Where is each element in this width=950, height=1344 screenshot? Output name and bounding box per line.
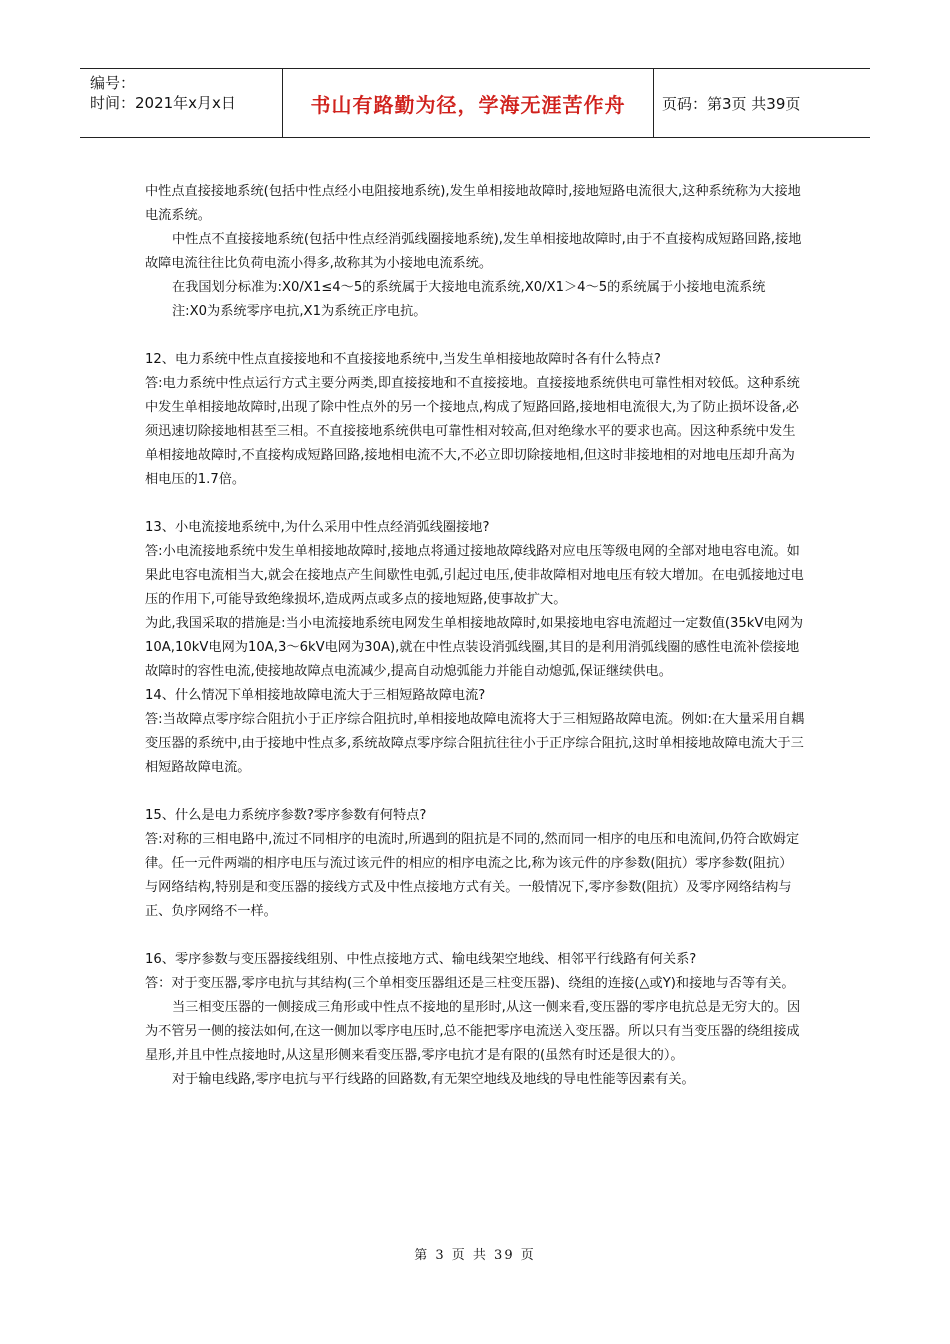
document-body	[145, 180, 805, 1092]
answer-12: 答:电力系统中性点运行方式主要分两类,即直接接地和不直接接地。直接接地系统供电可靠性相对较低。这种系统中发生单相接地故障时,出现了除中性点外的另一个接地点,构成了短路回路,接地相电流很大,为了防止损坏设备,必须迅速切除接地相甚至三相。不直接接地系统供电可靠性相对较高,但对绝缘水平的要求也高。因这种系统中发生单相接地故障时,不直接构成短路回路,接地相电流不大,不必立即切除接地相,但这时非接地相的对地电压却升高为相电压的1.7倍。	[145, 376, 800, 487]
page-header	[80, 68, 870, 138]
question-15: 15、什么是电力系统序参数?零序参数有何特点?	[145, 808, 427, 823]
header-motto: 书山有路勤为径，学海无涯苦作舟	[282, 69, 654, 137]
answer-13-cont: 为此,我国采取的措施是:当小电流接地系统电网发生单相接地故障时,如果接地电容电流超过一定数值(35kV电网为10A,10kV电网为10A,3～6kV电网为30A),就在中性点装设消弧线圈,其目的是利用消弧线圈的感性电流补偿接地故障时的容性电流,使接地故障点电流减少,提高自动熄弧能力并能自动熄弧,保证继续供电。	[145, 616, 804, 679]
answer-15: 答:对称的三相电路中,流过不同相序的电流时,所遇到的阻抗是不同的,然而同一相序的电压和电流间,仍符合欧姆定律。任一元件两端的相序电压与流过该元件的相应的相序电流之比,称为该元件的序参数(阻抗）零序参数(阻抗）与网络结构,特别是和变压器的接线方式及中性点接地方式有关。一般情况下,零序参数(阻抗）及零序网络结构与正、负序网络不一样。	[145, 832, 800, 919]
note: 注:X0为系统零序电抗,X1为系统正序电抗。	[172, 304, 427, 319]
paragraph: 中性点直接接地系统(包括中性点经小电阻接地系统),发生单相接地故障时,接地短路电流很大,这种系统称为大接地电流系统。	[145, 184, 801, 223]
page-footer: 第 3 页 共 39 页	[414, 1248, 536, 1263]
question-13: 13、小电流接地系统中,为什么采用中性点经消弧线圈接地?	[145, 520, 490, 535]
answer-16-cont: 对于输电线路,零序电抗与平行线路的回路数,有无架空地线及地线的导电性能等因素有关。	[172, 1072, 695, 1087]
header-meta	[80, 69, 282, 137]
paragraph: 在我国划分标准为:X0/X1≤4～5的系统属于大接地电流系统,X0/X1＞4～5的系统属于小接地电流系统	[172, 280, 766, 295]
doc-number-label: 编号：	[90, 74, 136, 92]
question-14: 14、什么情况下单相接地故障电流大于三相短路故障电流?	[145, 688, 486, 703]
doc-time-label: 时间：2021年x月x日	[90, 94, 236, 112]
question-16: 16、零序参数与变压器接线组别、中性点接地方式、输电线架空地线、相邻平行线路有何关系?	[145, 952, 697, 967]
answer-16-cont: 当三相变压器的一侧接成三角形或中性点不接地的星形时,从这一侧来看,变压器的零序电抗总是无穷大的。因为不管另一侧的接法如何,在这一侧加以零序电压时,总不能把零序电流送入变压器。所以只有当变压器的绕组接成星形,并且中性点接地时,从这星形侧来看变压器,零序电抗才是有限的(虽然有时还是很大的）。	[145, 1000, 801, 1063]
answer-16: 答：对于变压器,零序电抗与其结构(三个单相变压器组还是三柱变压器)、绕组的连接(△或Y)和接地与否等有关。	[145, 976, 795, 991]
question-12: 12、电力系统中性点直接接地和不直接接地系统中,当发生单相接地故障时各有什么特点?	[145, 352, 661, 367]
header-page-label: 页码：第3页 共39页	[662, 94, 801, 113]
answer-14: 答:当故障点零序综合阻抗小于正序综合阻抗时,单相接地故障电流将大于三相短路故障电流。例如:在大量采用自耦变压器的系统中,由于接地中性点多,系统故障点零序综合阻抗往往小于正序综合阻抗,这时单相接地故障电流大于三相短路故障电流。	[145, 712, 805, 775]
paragraph: 中性点不直接接地系统(包括中性点经消弧线圈接地系统),发生单相接地故障时,由于不直接构成短路回路,接地故障电流往往比负荷电流小得多,故称其为小接地电流系统。	[145, 232, 802, 271]
answer-13: 答:小电流接地系统中发生单相接地故障时,接地点将通过接地故障线路对应电压等级电网的全部对地电容电流。如果此电容电流相当大,就会在接地点产生间歇性电弧,引起过电压,使非故障相对地电压有较大增加。在电弧接地过电压的作用下,可能导致绝缘损坏,造成两点或多点的接地短路,使事故扩大。	[145, 544, 804, 607]
